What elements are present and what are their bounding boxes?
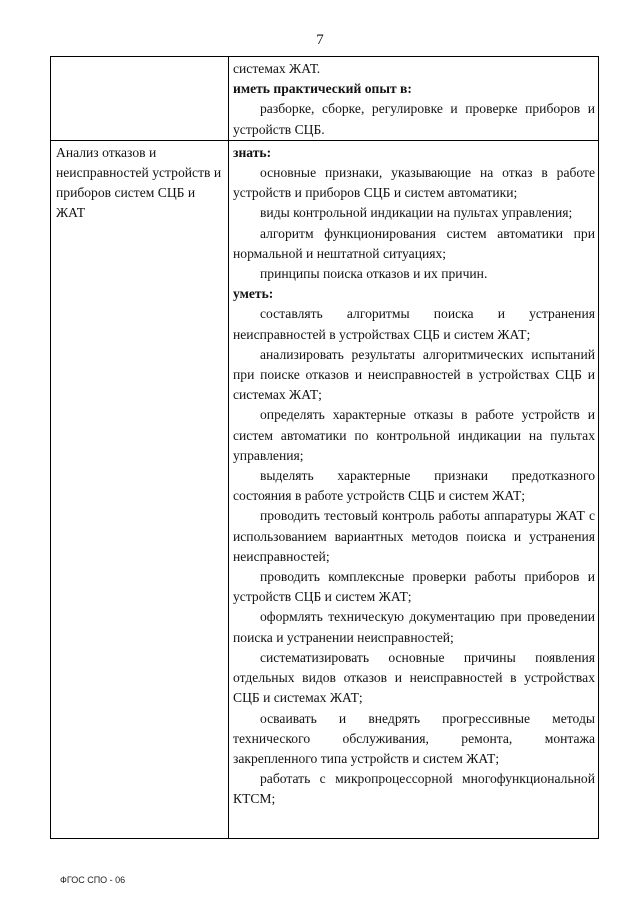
skill-item: проводить комплексные проверки работы приборов и устройств СЦБ и систем ЖАТ; xyxy=(233,569,595,605)
table-row xyxy=(51,57,599,141)
skill-item: выделять характерные признаки предотказного состояния в работе устройств СЦБ и систем ЖАТ; xyxy=(233,468,595,504)
know-item: виды контрольной индикации на пультах управления; xyxy=(260,205,573,221)
skill-item: систематизировать основные причины появления отдельных видов отказов и неисправностей в устройствах СЦБ и системах ЖАТ; xyxy=(233,649,595,706)
continuation-text: системах ЖАТ. xyxy=(233,61,321,76)
skill-item: работать с микропроцессорной многофункциональной КТСМ; xyxy=(233,771,595,807)
skill-heading: уметь: xyxy=(233,286,274,302)
know-heading: знать: xyxy=(233,144,272,160)
know-item: принципы поиска отказов и их причин. xyxy=(260,266,488,282)
competency-table xyxy=(50,56,599,839)
left-cell-text xyxy=(51,57,228,59)
section-title: Анализ отказов и неисправностей устройств и приборов систем СЦБ и ЖАТ xyxy=(56,144,222,221)
footer-code: ФГОС СПО - 06 xyxy=(60,875,126,885)
practice-item: разборке, сборке, регулировке и проверке приборов и устройств СЦБ. xyxy=(233,101,595,137)
right-cell xyxy=(229,57,599,141)
left-cell xyxy=(51,140,229,838)
left-cell-empty xyxy=(51,57,229,141)
skill-item: проводить тестовый контроль работы аппаратуры ЖАТ с использованием вариантных методов поиска и устранения неисправностей; xyxy=(233,508,595,564)
right-cell xyxy=(229,140,599,838)
practice-heading: иметь практический опыт в: xyxy=(233,81,412,97)
skill-item: определять характерные отказы в работе устройств и систем автоматики по контрольной индикации на пультах управления; xyxy=(233,407,595,463)
table-row xyxy=(51,140,599,838)
skill-item: составлять алгоритмы поиска и устранения неисправностей в устройствах СЦБ и систем ЖАТ; xyxy=(233,306,595,342)
skill-item: анализировать результаты алгоритмических испытаний при поиске отказов и неисправностей в устройствах СЦБ и системах ЖАТ; xyxy=(233,346,595,403)
page-number: 7 xyxy=(316,32,324,48)
skill-item: осваивать и внедрять прогрессивные методы технического обслуживания, ремонта, монтажа закрепленного типа устройств и систем ЖАТ; xyxy=(233,710,595,766)
skill-item: оформлять техническую документацию при проведении поиска и устранении неисправностей; xyxy=(233,609,595,645)
know-item: основные признаки, указывающие на отказ в работе устройств и приборов СЦБ и систем автоматики; xyxy=(233,165,595,201)
know-item: алгоритм функционирования систем автоматики при нормальной и нештатной ситуациях; xyxy=(233,225,595,261)
